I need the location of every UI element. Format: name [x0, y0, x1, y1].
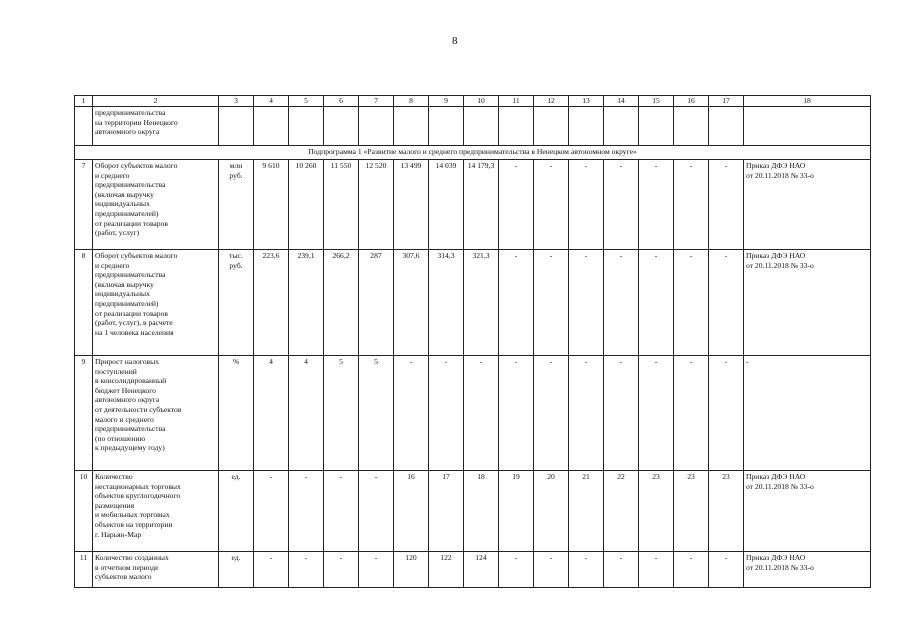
- indicator-value: 21: [569, 471, 604, 552]
- column-header: 10: [464, 96, 499, 107]
- table-row: [75, 552, 871, 588]
- indicator-value: -: [534, 356, 569, 471]
- indicator-value: 307,6: [394, 250, 429, 356]
- column-header: 1: [75, 96, 93, 107]
- indicator-value: -: [604, 552, 639, 588]
- indicator-value: -: [499, 250, 534, 356]
- source-document: Приказ ДФЭ НАО от 20.11.2018 № 33-о: [744, 160, 871, 250]
- indicator-value: 9 610: [254, 160, 289, 250]
- column-header: 11: [499, 96, 534, 107]
- column-header: 9: [429, 96, 464, 107]
- indicator-value: 314,3: [429, 250, 464, 356]
- indicator-value: 22: [604, 471, 639, 552]
- page-number: 8: [452, 35, 458, 47]
- indicator-value: 23: [639, 471, 674, 552]
- indicator-value: 4: [289, 356, 324, 471]
- indicator-value: 11 550: [324, 160, 359, 250]
- unit-of-measure: ед.: [219, 471, 254, 552]
- indicator-value: -: [289, 471, 324, 552]
- indicator-value: 223,6: [254, 250, 289, 356]
- indicator-value: 20: [534, 471, 569, 552]
- column-header: 5: [289, 96, 324, 107]
- indicator-value: -: [604, 250, 639, 356]
- indicator-value: -: [359, 471, 394, 552]
- table-row: [75, 160, 871, 250]
- indicator-value: 10 260: [289, 160, 324, 250]
- indicator-value: 17: [429, 471, 464, 552]
- indicator-name: Оборот субъектов малого и среднего предпринимательства (включая выручку индивидуальных предпринимателей) от реализации товаров (работ, услуг): [93, 160, 219, 250]
- indicator-value: -: [639, 160, 674, 250]
- table-row: [75, 471, 871, 552]
- indicator-value: -: [429, 356, 464, 471]
- indicator-value: 120: [394, 552, 429, 588]
- source-document: -: [744, 356, 871, 471]
- unit-of-measure: %: [219, 356, 254, 471]
- indicator-value: 287: [359, 250, 394, 356]
- continuation-row: [75, 107, 871, 146]
- subprogram-row: [75, 146, 871, 160]
- indicator-value: -: [604, 160, 639, 250]
- indicator-value: -: [534, 160, 569, 250]
- indicator-value: 16: [394, 471, 429, 552]
- row-number: 7: [75, 160, 93, 250]
- indicator-value: 12 520: [359, 160, 394, 250]
- indicator-name: предпринимательства на территории Ненецкого автономного округа: [93, 107, 219, 146]
- indicator-value: -: [674, 552, 709, 588]
- column-header: 14: [604, 96, 639, 107]
- indicator-value: -: [639, 552, 674, 588]
- indicator-value: -: [359, 552, 394, 588]
- indicator-value: -: [464, 356, 499, 471]
- source-document: Приказ ДФЭ НАО от 20.11.2018 № 33-о: [744, 250, 871, 356]
- indicator-value: -: [394, 356, 429, 471]
- indicator-value: -: [709, 552, 744, 588]
- table-row: [75, 250, 871, 356]
- row-number: 8: [75, 250, 93, 356]
- indicator-name: Оборот субъектов малого и среднего предпринимательства (включая выручку индивидуальных предпринимателей) от реализации товаров (работ, услуг), в расчете на 1 человека населения: [93, 250, 219, 356]
- indicator-value: 13 499: [394, 160, 429, 250]
- indicator-value: 23: [674, 471, 709, 552]
- row-number: 11: [75, 552, 93, 588]
- indicator-value: 14 179,3: [464, 160, 499, 250]
- indicator-value: 321,3: [464, 250, 499, 356]
- column-header: 16: [674, 96, 709, 107]
- indicator-value: -: [709, 356, 744, 471]
- indicator-value: -: [639, 356, 674, 471]
- indicator-value: -: [289, 552, 324, 588]
- indicator-value: -: [324, 552, 359, 588]
- row-number: 9: [75, 356, 93, 471]
- indicator-value: 23: [709, 471, 744, 552]
- indicator-value: -: [709, 160, 744, 250]
- indicator-value: -: [499, 356, 534, 471]
- subprogram-title: Подпрограмма 1 «Развитие малого и среднего предпринимательства в Ненецком автономном округе»: [75, 146, 871, 160]
- column-header: 7: [359, 96, 394, 107]
- indicator-value: -: [569, 552, 604, 588]
- column-header: 17: [709, 96, 744, 107]
- column-header: 3: [219, 96, 254, 107]
- indicator-value: -: [499, 160, 534, 250]
- indicator-value: 19: [499, 471, 534, 552]
- indicator-value: 239,1: [289, 250, 324, 356]
- indicator-value: -: [709, 250, 744, 356]
- indicator-value: -: [324, 471, 359, 552]
- indicator-value: -: [499, 552, 534, 588]
- column-number-row: [75, 96, 871, 107]
- indicator-value: -: [639, 250, 674, 356]
- indicator-value: -: [674, 250, 709, 356]
- indicator-value: 4: [254, 356, 289, 471]
- column-header: 4: [254, 96, 289, 107]
- table-row: [75, 356, 871, 471]
- indicator-value: 14 039: [429, 160, 464, 250]
- indicator-value: -: [254, 471, 289, 552]
- column-header: 8: [394, 96, 429, 107]
- row-number: 10: [75, 471, 93, 552]
- indicator-value: -: [534, 250, 569, 356]
- indicator-value: 18: [464, 471, 499, 552]
- unit-of-measure: ед.: [219, 552, 254, 588]
- source-document: Приказ ДФЭ НАО от 20.11.2018 № 33-о: [744, 471, 871, 552]
- indicator-value: -: [569, 356, 604, 471]
- indicator-value: 124: [464, 552, 499, 588]
- column-header: 12: [534, 96, 569, 107]
- unit-of-measure: млн руб.: [219, 160, 254, 250]
- unit-of-measure: тыс. руб.: [219, 250, 254, 356]
- indicator-value: 5: [324, 356, 359, 471]
- indicator-value: 266,2: [324, 250, 359, 356]
- source-document: Приказ ДФЭ НАО от 20.11.2018 № 33-о: [744, 552, 871, 588]
- indicator-value: 122: [429, 552, 464, 588]
- indicator-name: Количество созданных в отчетном периоде субъектов малого: [93, 552, 219, 588]
- indicator-value: -: [534, 552, 569, 588]
- indicator-value: -: [569, 160, 604, 250]
- indicator-value: -: [569, 250, 604, 356]
- indicators-table: [74, 95, 871, 588]
- indicator-value: -: [674, 356, 709, 471]
- indicator-value: 5: [359, 356, 394, 471]
- indicator-value: -: [674, 160, 709, 250]
- indicator-value: -: [604, 356, 639, 471]
- indicator-name: Количество нестационарных торговых объектов круглогодичного размещения и мобильных торговых объектов на территории г. Нарьян-Мар: [93, 471, 219, 552]
- column-header: 13: [569, 96, 604, 107]
- indicator-value: -: [254, 552, 289, 588]
- column-header: 15: [639, 96, 674, 107]
- column-header: 6: [324, 96, 359, 107]
- indicator-name: Прирост налоговых поступлений в консолидированный бюджет Ненецкого автономного округа от деятельности субъектов малого и среднего предпринимательства (по отношению к предыдущему году): [93, 356, 219, 471]
- column-header: 18: [744, 96, 871, 107]
- column-header: 2: [93, 96, 219, 107]
